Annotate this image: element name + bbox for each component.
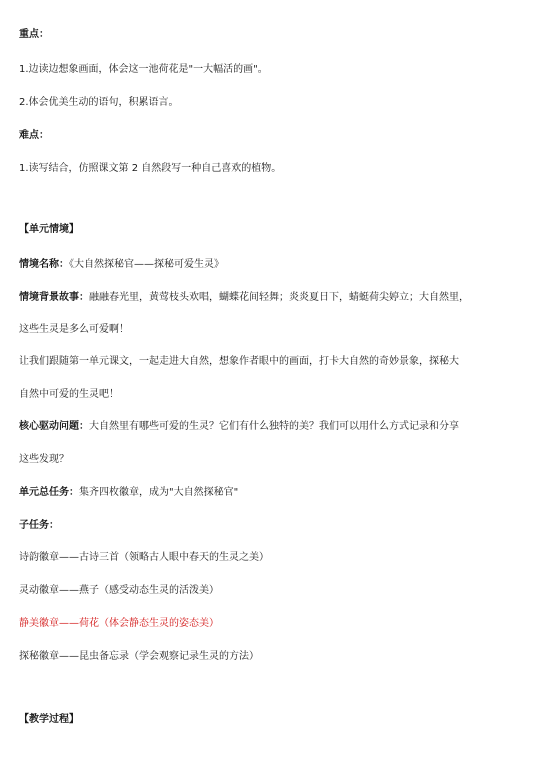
difficulty-item: 1.读写结合，仿照课文第 2 自然段写一种自己喜欢的植物。: [19, 163, 282, 174]
driving-question-row: [19, 420, 532, 434]
subtask-item: 探秘徽章——昆虫备忘录（学会观察记录生灵的方法）: [19, 651, 259, 662]
context-story-text: 让我们跟随第一单元课文，一起走进大自然，想象作者眼中的画面，打卡大自然的奇妙景象，探秘大: [19, 356, 459, 367]
driving-question-label: 核心驱动问题：: [19, 421, 89, 432]
unit-task-label: 单元总任务：: [19, 487, 79, 498]
key-point-item: 2.体会优美生动的语句，积累语言。: [19, 97, 179, 108]
context-story-text: 自然中可爱的生灵吧！: [19, 389, 119, 400]
context-story-text: 融融春光里，黄莺枝头欢唱，蝴蝶花间轻舞；炎炎夏日下，蜻蜓荷尖婷立；大自然里，: [89, 292, 469, 303]
context-story-row: [19, 291, 532, 305]
teaching-process-heading: 【教学过程】: [19, 714, 79, 725]
unit-context-heading: 【单元情境】: [19, 224, 79, 235]
driving-question-text: 这些发现？: [19, 454, 69, 465]
key-points-heading: 重点：: [19, 29, 49, 40]
subtask-item: 灵动徽章——燕子（感受动态生灵的活泼美）: [19, 585, 219, 596]
key-point-item: 1.边读边想象画面，体会这一池荷花是"一大幅活的画"。: [19, 64, 268, 75]
context-name-row: [19, 258, 532, 272]
difficulties-heading: 难点：: [19, 130, 49, 141]
context-name-value: 《大自然探秘官——探秘可爱生灵》: [69, 259, 224, 270]
context-story-label: 情境背景故事：: [19, 292, 89, 303]
subtask-item: 诗韵徽章——古诗三首（领略古人眼中春天的生灵之美）: [19, 552, 269, 563]
unit-task-value: 集齐四枚徽章，成为"大自然探秘官": [79, 487, 239, 498]
unit-task-row: [19, 486, 532, 500]
context-name-label: 情境名称：: [19, 259, 69, 270]
subtasks-heading: 子任务：: [19, 520, 59, 531]
subtask-item-highlighted: 静美徽章——荷花（体会静态生灵的姿态美）: [19, 618, 219, 629]
context-story-text: 这些生灵是多么可爱啊！: [19, 324, 129, 335]
driving-question-text: 大自然里有哪些可爱的生灵？它们有什么独特的美？我们可以用什么方式记录和分享: [89, 421, 459, 432]
